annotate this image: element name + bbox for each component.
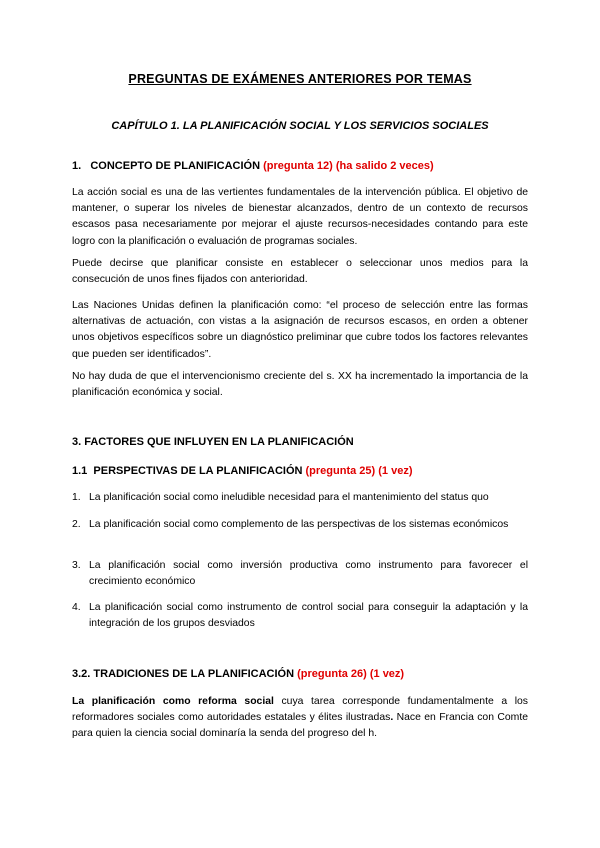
list-item-number: 2.	[72, 519, 81, 530]
section-3-2-title: 3.2. TRADICIONES DE LA PLANIFICACIÓN	[72, 668, 295, 680]
list-item-text: La planificación social como ineludible necesidad para el mantenimiento del status quo	[89, 492, 489, 503]
section-3-heading: 3. FACTORES QUE INFLUYEN EN LA PLANIFICACIÓN	[72, 436, 354, 448]
section-3-1-number: 1.1	[72, 465, 88, 477]
paragraph: Puede decirse que planificar consiste en establecer o seleccionar unos medios para la consecución de unos fines fijados con anterioridad.	[72, 258, 528, 286]
paragraph: La acción social es una de las vertientes fundamentales de la intervención pública. El objetivo de mantener, o superar los niveles de bienestar alcanzados, dentro de un contexto de recursos escasos pasa necesariamente por mejorar el ajuste recursos-necesidades contando para este logro con la planificación o evaluación de programas sociales.	[72, 187, 528, 247]
list-item-number: 1.	[72, 492, 81, 503]
list-item	[72, 517, 528, 533]
paragraph	[72, 694, 528, 743]
paragraph-text: Nace en Francia con Comte para quien la ciencia social dominaría la senda del progreso del h.	[72, 712, 528, 740]
section-3-2-note: (pregunta 26) (1 vez)	[297, 668, 405, 680]
list-item-number: 3.	[72, 560, 81, 571]
bold-period: .	[390, 712, 394, 724]
section-1-number: 1.	[72, 160, 82, 172]
bold-lead: La planificación como reforma social	[72, 696, 274, 707]
chapter-title: CAPÍTULO 1. LA PLANIFICACIÓN SOCIAL Y LOS SERVICIOS SOCIALES	[111, 120, 489, 132]
section-1-heading	[72, 160, 434, 172]
section-3-2-heading	[72, 668, 404, 680]
document-title: PREGUNTAS DE EXÁMENES ANTERIORES POR TEMAS	[128, 72, 472, 86]
section-3-1-title: PERSPECTIVAS DE LA PLANIFICACIÓN	[93, 465, 303, 477]
paragraph-text: cuya tarea corresponde fundamentalmente a los reformadores sociales como autoridades estatales y élites ilustradas	[72, 696, 528, 724]
list-item-text: La planificación social como complemento de las perspectivas de los sistemas económicos	[89, 519, 509, 530]
list-item-text: La planificación social como inversión productiva como instrumento para favorecer el crecimiento económico	[89, 560, 528, 588]
list-item	[72, 600, 528, 632]
list-item	[72, 490, 528, 506]
paragraph: No hay duda de que el intervencionismo creciente del s. XX ha incrementado la importancia de la planificación económica y social.	[72, 371, 528, 399]
paragraph: Las Naciones Unidas definen la planificación como: “el proceso de selección entre las formas alternativas de actuación, con vistas a la asignación de recursos escasos, en orden a obtener unos objetivos específicos sobre un diagnóstico preliminar que cubre todos los factores relevantes que pueden ser identificados”.	[72, 300, 528, 360]
section-1-title: CONCEPTO DE PLANIFICACIÓN	[90, 160, 261, 172]
section-3-1-note: (pregunta 25) (1 vez)	[305, 465, 413, 477]
list-item-number: 4.	[72, 602, 81, 613]
list-item	[72, 558, 528, 590]
list-item-text: La planificación social como instrumento de control social para conseguir la adaptación y la integración de los grupos desviados	[89, 602, 528, 630]
section-3-1-heading	[72, 465, 412, 477]
section-1-note: (pregunta 12) (ha salido 2 veces)	[263, 160, 434, 172]
